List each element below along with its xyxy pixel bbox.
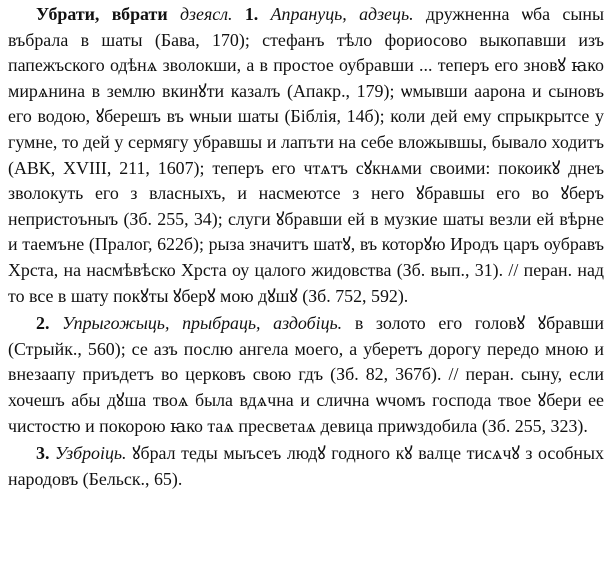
sense-3-paragraph xyxy=(8,441,604,492)
sense-1-number: 1. xyxy=(244,4,259,24)
sense-3-number: 3. xyxy=(36,443,50,464)
sense-2-citations: в золото его головꙋ ꙋбравши (Стрыйк., 560); се азъ послю ангела моего, а уберетъ дорогу передо мною и внезаапу приъдетъ во церковъ свою гдъ (Зб. 82, 367б). // перан. сыну, если хочешъ абы дꙋша твоѧ была вдѧчна и слична ѡчомъ господа твое ꙋбери ее чистостю и покорою ꙗко таѧ пресветаѧ девица приѡздобила (Зб. 255, 323). xyxy=(8,313,604,436)
headword: Убрати, вбрати xyxy=(36,4,168,24)
sense-3-translation: Узброіць. xyxy=(54,443,127,464)
sense-1-translation: Апрануць, адзець. xyxy=(270,4,414,24)
sense-2-translation: Упрыгожыць, прыбраць, аздобіць. xyxy=(62,313,343,334)
sense-2-number: 2. xyxy=(36,313,50,334)
sense-1-citations: дружненна ѡба сыны въбрала в шаты (Бава, 170); стефанъ тѣло фориосово выкопавши изъ папежъского одѣнѧ зволокши, а в простое оубравши ... теперъ его зновꙋ ꙗко мирѧнина в землю вкинꙋти казалъ (Апакр., 179); ѡмывши аарона и сыновъ его водою, ꙋберешъ въ ѡныи шаты (Біблія, 14б); коли дей ему спрыкрытсе у гумне, то дей у сермягу убравшы и лапъти на себе вложывшы, бывало ходитъ (АВК, XVIII, 211, 1607); теперъ его чтѧтъ сꙋкнѧми своими: покоикꙋ днеъ зволокуть его з власныхъ, и насмеютсе з него ꙋбравшы его во ꙋберъ непристоъныъ (Зб. 255, 34); слуги ꙋбравши ей в музкие шаты везли ей вѣрне и таемъне (Пралог, 622б); рыза значитъ шатꙋ, въ которꙋю Иродъ царъ оубравъ Хрста, на насмѣвѣско Хрста оу цалого жидовства (Зб. вып., 31). // перан. над то все в шату покꙋты ꙋберꙋ мою дꙋшꙋ (Зб. 752, 592). xyxy=(8,4,604,306)
part-of-speech: дзеясл. xyxy=(179,4,233,24)
sense-2-paragraph xyxy=(8,311,604,439)
sense-1-paragraph xyxy=(8,2,604,309)
dictionary-entry xyxy=(8,2,604,492)
sense-3-citations: ꙋбрал теды мыъсеъ людꙋ годного кꙋ валце тисѧчꙋ з особных народовъ (Бельск., 65). xyxy=(8,443,604,489)
